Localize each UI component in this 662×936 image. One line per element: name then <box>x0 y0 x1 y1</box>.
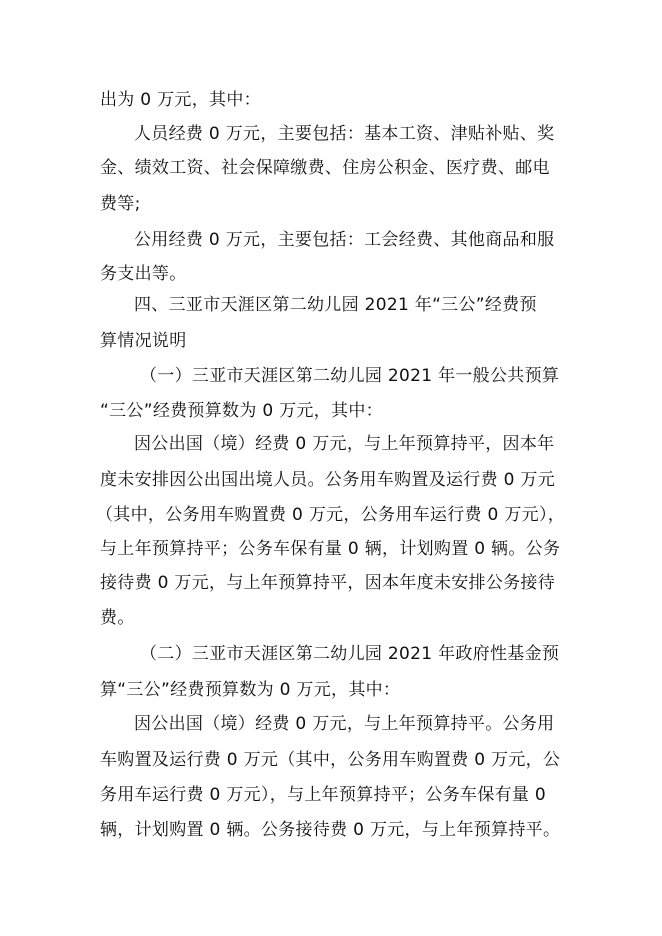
paragraph-line: 公用经费 0 万元，主要包括：工会经费、其他商品和服 <box>134 230 555 250</box>
paragraph-line: 费。 <box>100 608 135 628</box>
paragraph-line: （其中，公务用车购置费 0 万元，公务用车运行费 0 万元）， <box>96 505 566 525</box>
paragraph-line: 金、绩效工资、社会保障缴费、住房公积金、医疗费、邮电 <box>100 158 550 178</box>
section-heading: 算情况说明 <box>100 331 187 351</box>
paragraph-line: 因公出国（境）经费 0 万元，与上年预算持平。公务用 <box>134 714 555 734</box>
paragraph-line: 务用车运行费 0 万元），与上年预算持平；公务车保有量 0 <box>100 785 547 805</box>
paragraph-line: 辆，计划购置 0 辆。公务接待费 0 万元，与上年预算持平。 <box>100 820 561 840</box>
subsection-heading: （一）三亚市天涯区第二幼儿园 2021 年一般公共预算 <box>140 366 560 386</box>
section-heading: 四、三亚市天涯区第二幼儿园 2021 年“三公”经费预 <box>134 295 537 315</box>
paragraph-line: 出为 0 万元，其中： <box>100 90 261 110</box>
paragraph-line: 人员经费 0 万元，主要包括：基本工资、津贴补贴、奖 <box>134 124 555 144</box>
paragraph-line: 与上年预算持平；公务车保有量 0 辆，计划购置 0 辆。公务 <box>100 539 561 559</box>
subsection-heading: （二）三亚市天涯区第二幼儿园 2021 年政府性基金预 <box>140 644 560 664</box>
paragraph-line: 车购置及运行费 0 万元（其中，公务用车购置费 0 万元，公 <box>100 750 561 770</box>
subsection-heading: 算“三公”经费预算数为 0 万元，其中： <box>100 680 401 700</box>
paragraph-line: 因公出国（境）经费 0 万元，与上年预算持平，因本年 <box>134 434 555 454</box>
paragraph-line: 接待费 0 万元，与上年预算持平，因本年度未安排公务接待 <box>100 573 556 593</box>
subsection-heading: “三公”经费预算数为 0 万元，其中： <box>100 401 383 421</box>
paragraph-line: 度未安排因公出国出境人员。公务用车购置及运行费 0 万元 <box>100 470 556 490</box>
paragraph-line: 费等; <box>100 194 141 214</box>
paragraph-line: 务支出等。 <box>100 264 187 284</box>
